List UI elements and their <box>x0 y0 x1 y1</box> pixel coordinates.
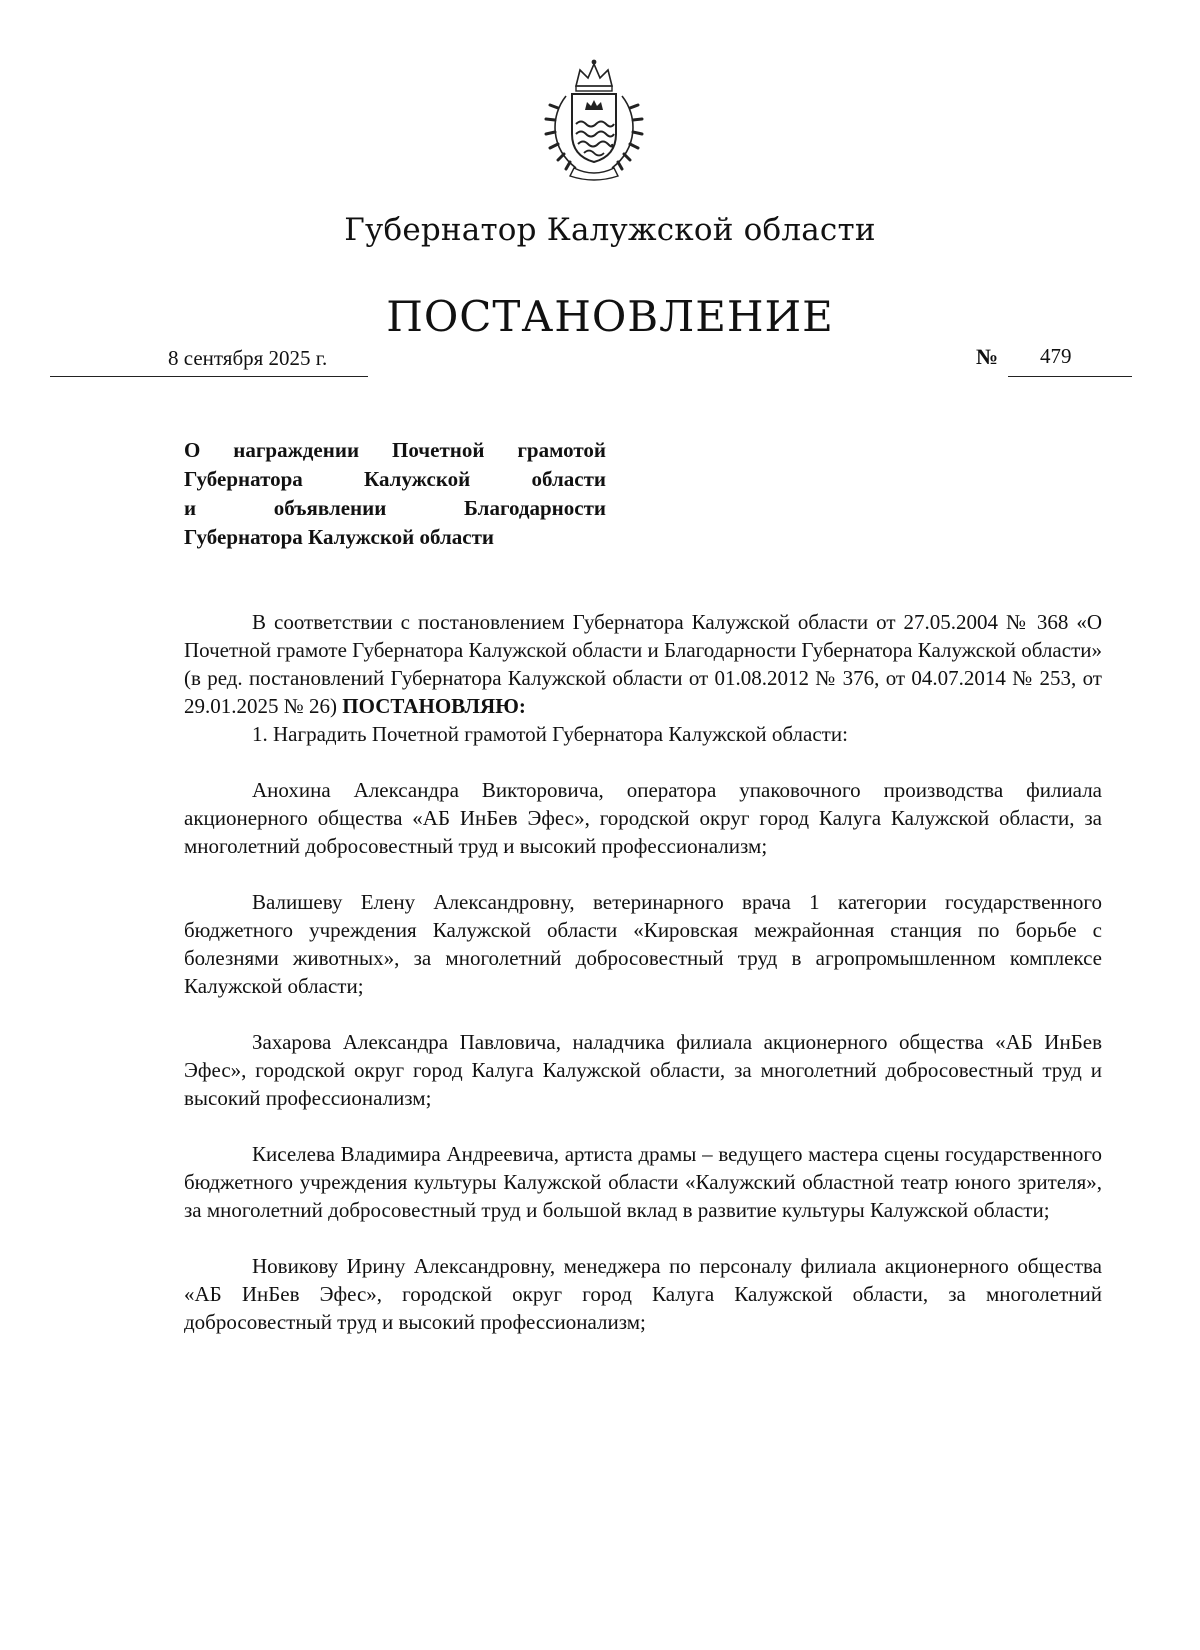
document-date: 8 сентября 2025 г. <box>168 346 328 370</box>
awardee-paragraph: Новикову Ирину Александровну, менеджера по персоналу филиала акционерного общества «АБ ИнБев Эфес», городской округ город Калуга Калужской области, за многолетний добросовестный труд и высокий профессионализм; <box>184 1254 1102 1334</box>
number-underline <box>1008 376 1132 377</box>
awardee-paragraph: Валишеву Елену Александровну, ветеринарного врача 1 категории государственного бюджетного учреждения Калужской области «Кировская межрайонная станция по борьбе с болезнями животных», за многолетний добросовестный труд в агропромышленном комплексе Калужской области; <box>184 890 1102 998</box>
kaluga-coat-of-arms-icon <box>536 56 652 182</box>
decree-word: ПОСТАНОВЛЯЮ: <box>342 694 526 718</box>
awardee-paragraph: Анохина Александра Викторовича, оператора упаковочного производства филиала акционерного общества «АБ ИнБев Эфес», городской округ город Калуга Калужской области, за многолетний добросовестный труд и высокий профессионализм; <box>184 778 1102 858</box>
document-type-title: ПОСТАНОВЛЕНИЕ <box>386 292 834 341</box>
awardee-paragraph: Киселева Владимира Андреевича, артиста драмы – ведущего мастера сцены государственного бюджетного учреждения культуры Калужской области «Калужский областной театр юного зрителя», за многолетний добросовестный труд и большой вклад в развитие культуры Калужской области; <box>184 1142 1102 1222</box>
document-body <box>184 608 1102 1336</box>
subject-line: и объявлении Благодарности <box>184 496 606 520</box>
number-label: № <box>976 344 999 369</box>
issuing-authority: Губернатор Калужской области <box>344 212 876 248</box>
date-underline <box>50 376 368 377</box>
subject-line: Губернатора Калужской области <box>184 467 606 491</box>
subject-line: О награждении Почетной грамотой <box>184 438 606 462</box>
document-subject <box>184 436 606 552</box>
document-number: 479 <box>1040 344 1072 368</box>
award-item-heading: 1. Наградить Почетной грамотой Губернатора Калужской области: <box>252 722 848 746</box>
preamble-text: В соответствии с постановлением Губернатора Калужской области от 27.05.2004 № 368 «О Почетной грамоте Губернатора Калужской области и Благодарности Губернатора Калужской области» (в ред. постановлений Губернатора Калужской области от 01.08.2012 № 376, от 04.07.2014 № 253, от 29.01.2025 № 26) <box>184 610 1102 718</box>
awardee-paragraph: Захарова Александра Павловича, наладчика филиала акционерного общества «АБ ИнБев Эфес», городской округ город Калуга Калужской области, за многолетний добросовестный труд и высокий профессионализм; <box>184 1030 1102 1110</box>
preamble-paragraph <box>184 608 1102 720</box>
subject-line: Губернатора Калужской области <box>184 525 495 549</box>
